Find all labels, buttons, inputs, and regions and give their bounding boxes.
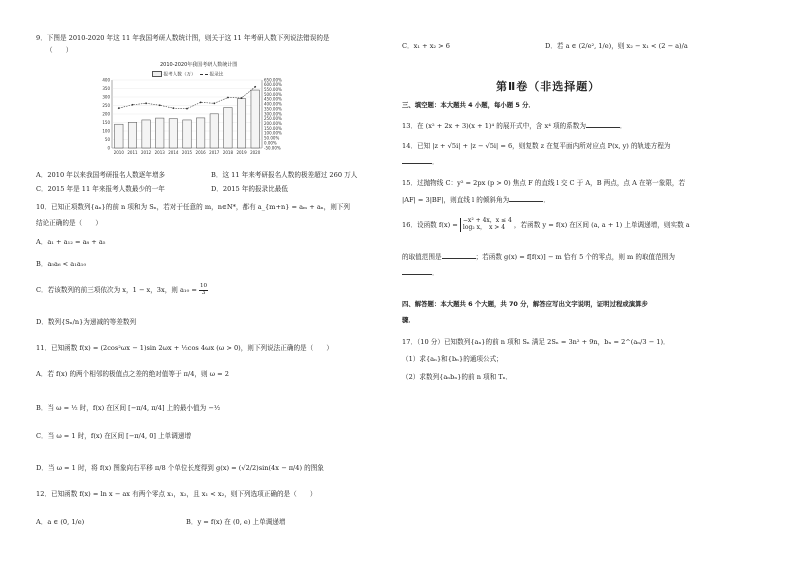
chart-bar bbox=[142, 120, 150, 148]
x-tick-label: 2019 bbox=[236, 150, 247, 155]
chart-line-point bbox=[159, 104, 161, 106]
chart-title: 2010-2020年我国考研人数统计图 bbox=[160, 62, 238, 68]
x-tick-label: 2013 bbox=[154, 150, 165, 155]
q12-opt-b: B．y = f(x) 在 (0, e) 上单调递增 bbox=[186, 518, 286, 526]
q16-piecewise bbox=[460, 218, 512, 232]
y-tick-label: 400 bbox=[102, 77, 110, 83]
q11-stem: 11．已知函数 f(x) = (2cos²ωx − 1)sin 2ωx + ½cos 4ωx (ω > 0)，则下列说法正确的是（ ） bbox=[36, 344, 334, 352]
q17-stem: 17．（10 分）已知数列{aₙ}的前 n 项和 Sₙ 满足 2Sₙ = 3n² + 9n，bₙ = 2^(aₙ/3 − 1)． bbox=[402, 338, 670, 346]
q10-opt-c-fraction bbox=[199, 284, 208, 296]
chart-bar bbox=[128, 122, 136, 148]
chart-line-point bbox=[118, 107, 120, 109]
x-tick-label: 2010 bbox=[113, 150, 124, 155]
y2-tick-label: 600.00% bbox=[264, 82, 282, 88]
chart-bar bbox=[169, 119, 177, 148]
chart-line-point bbox=[172, 107, 174, 109]
chart-bar bbox=[237, 99, 245, 148]
chart-line-point bbox=[145, 102, 147, 104]
q16-line3: ． bbox=[402, 268, 439, 277]
chart-bar bbox=[224, 108, 232, 148]
q10-opt-a: A．a₁ + a₁₂ = a₈ + a₅ bbox=[36, 238, 106, 246]
x-tick-label: 2012 bbox=[140, 150, 152, 155]
q16-suffix: ，若函数 y = f(x) 在区间 (a, a + 1) 上单调递增，则实数 a bbox=[513, 220, 690, 229]
y-tick-label: 300 bbox=[102, 94, 110, 100]
y2-tick-label: 250.00% bbox=[264, 116, 282, 122]
chart-line-point bbox=[227, 97, 229, 99]
y2-tick-label: -50.00% bbox=[264, 145, 281, 151]
q12-opt-c: C．x₁ + x₂ > 6 bbox=[402, 42, 450, 50]
x-tick-label: 2015 bbox=[181, 150, 193, 155]
q16-l2-post: ；若函数 g(x) = f[f(x)] − m 恰有 5 个的零点，则 m 的取值范围为 bbox=[475, 253, 675, 261]
q13: 13．在 (x² + 2x + 3)(x + 1)⁴ 的展开式中，含 x⁴ 项的系数为 ． bbox=[402, 122, 627, 130]
y2-tick-label: 150.00% bbox=[264, 125, 282, 131]
q9-opt-b: B．这 11 年来考研报名人数的极差超过 260 万人 bbox=[211, 171, 358, 179]
q10-stem2: 结论正确的是（ ） bbox=[36, 219, 102, 227]
y-tick-label: 250 bbox=[102, 102, 110, 108]
y-tick-label: 0 bbox=[107, 145, 110, 151]
q12-opt-d: D．若 a ∈ (2/e², 1/e)，则 x₂ − x₁ < (2 − a)/a bbox=[545, 42, 688, 50]
q14-blank-line: ． bbox=[402, 157, 439, 166]
chart-bar bbox=[210, 114, 218, 148]
q16-blank2 bbox=[402, 268, 432, 275]
x-tick-label: 2018 bbox=[222, 150, 234, 155]
x-tick-label: 2017 bbox=[209, 150, 220, 155]
q15-blank bbox=[509, 195, 543, 202]
q9-opt-a: A．2010 年以来我国考研报名人数逐年增多 bbox=[36, 171, 166, 179]
q10-stem: 10．已知正项数列{aₙ}的前 n 项和为 Sₙ，若对于任意的 m，n∈N*，都有 a_{m+n} = aₘ + aₙ，则下列 bbox=[36, 203, 350, 211]
q9-paren: （ ） bbox=[46, 46, 73, 54]
chart-bar bbox=[115, 124, 123, 148]
x-tick-label: 2020 bbox=[250, 150, 261, 155]
solve-heading-2: 骤． bbox=[402, 316, 415, 324]
q11-opt-c: C．当 ω = 1 时，f(x) 在区间 [−π/4, 0] 上单调递增 bbox=[36, 432, 192, 440]
q10-opt-c-text: C．若该数列的前三项依次为 x，1 − x，3x，则 a₁₀ = bbox=[36, 286, 197, 295]
left-column bbox=[36, 0, 388, 562]
y2-tick-label: 450.00% bbox=[264, 96, 282, 102]
y2-tick-label: 400.00% bbox=[264, 101, 282, 107]
q12-stem: 12．已知函数 f(x) = ln x − ax 有两个零点 x₁，x₂，且 x₁ < x₂，则下列选项正确的是（ ） bbox=[36, 490, 317, 498]
chart-line-point bbox=[254, 86, 256, 88]
q11-opt-b: B．当 ω = ½ 时，f(x) 在区间 [−π/4, π/4] 上的最小值为 −½ bbox=[36, 404, 221, 412]
chart-line-point bbox=[213, 102, 215, 104]
chart-line-point bbox=[186, 108, 188, 110]
q10-opt-c bbox=[36, 284, 208, 296]
q15-line1: 15．过抛物线 C：y² = 2px (p > 0) 焦点 F 的直线 l 交 C 于 A，B 两点，点 A 在第一象限，若 bbox=[402, 179, 686, 187]
right-column bbox=[402, 0, 762, 562]
x-tick-label: 2016 bbox=[195, 150, 206, 155]
y-tick-label: 150 bbox=[102, 119, 110, 125]
q16-case1: −x² + 4x，x ≤ 4 bbox=[462, 217, 512, 224]
y2-tick-label: 100.00% bbox=[264, 130, 282, 136]
q14 bbox=[402, 142, 671, 150]
q13-text: 13．在 (x² + 2x + 3)(x + 1)⁴ 的展开式中，含 x⁴ 项的系数为 bbox=[402, 122, 586, 130]
chart-bar bbox=[156, 118, 164, 148]
q10-opt-b: B．a₅a₆ < a₁a₁₀ bbox=[36, 260, 87, 268]
q16-prefix: 16．设函数 f(x) = bbox=[402, 220, 458, 229]
chart-bar bbox=[183, 120, 191, 148]
q16-l2-text: 的取值范围是 bbox=[402, 253, 442, 261]
q10-opt-d: D．数列{Sₙ/n}为递减的等差数列 bbox=[36, 318, 137, 326]
y-tick-label: 350 bbox=[102, 85, 110, 91]
chart-line-point bbox=[132, 104, 134, 106]
q16-line2 bbox=[402, 252, 675, 261]
fill-in-heading: 三、填空题：本大题共 4 小题，每小题 5 分． bbox=[402, 101, 535, 109]
y-tick-label: 200 bbox=[102, 111, 110, 117]
q9-opt-c: C．2015 年是 11 年来报考人数最少的一年 bbox=[36, 185, 165, 193]
chart-bar bbox=[196, 118, 204, 148]
y2-tick-label: 200.00% bbox=[264, 121, 282, 127]
chart-line-point bbox=[241, 97, 243, 99]
frac-num: 10 bbox=[199, 283, 208, 289]
y2-tick-label: 550.00% bbox=[264, 87, 282, 93]
q16-blank1 bbox=[442, 252, 476, 259]
q11-opt-a: A．若 f(x) 的两个相邻的极值点之差的绝对值等于 π/4，则 ω = 2 bbox=[36, 370, 229, 378]
q16-line1 bbox=[402, 218, 690, 232]
x-tick-label: 2011 bbox=[127, 150, 138, 155]
q17-part2: （2）求数列{aₙbₙ}的前 n 项和 Tₙ． bbox=[402, 373, 513, 381]
y2-tick-label: 50.00% bbox=[264, 135, 280, 141]
chart-bar bbox=[251, 90, 259, 148]
section-2-title: 第Ⅱ卷（非选择题） bbox=[496, 80, 601, 93]
y2-tick-label: 500.00% bbox=[264, 91, 282, 97]
solve-heading: 四、解答题：本大题共 6 个大题，共 70 分，解答应写出文字说明，证明过程或演算步 bbox=[402, 300, 648, 308]
q13-blank bbox=[586, 121, 620, 128]
y-tick-label: 50 bbox=[104, 136, 110, 142]
q14-blank bbox=[402, 157, 432, 164]
chart-line-point bbox=[200, 101, 202, 103]
q16-case2: log₂ x， x > 4 bbox=[462, 223, 506, 231]
q9-chart bbox=[94, 62, 294, 162]
x-tick-label: 2014 bbox=[168, 150, 179, 155]
q15-text: |AF| = 3|BF|，则直线 l 的倾斜角为 bbox=[402, 196, 510, 204]
q15-line2: |AF| = 3|BF|，则直线 l 的倾斜角为 ． bbox=[402, 196, 550, 204]
y-tick-label: 100 bbox=[102, 128, 110, 134]
q11-opt-d: D．当 ω = 1 时，将 f(x) 图象向右平移 π/8 个单位长度得到 g(x) = (√2/2)sin(4x − π/4) 的图象 bbox=[36, 464, 324, 472]
y2-tick-label: 350.00% bbox=[264, 106, 282, 112]
legend-series-line: 报录比 bbox=[209, 72, 224, 78]
y2-tick-label: 0.00% bbox=[264, 140, 277, 146]
q17-part1: （1）求{aₙ}和{bₙ}的通项公式； bbox=[402, 355, 503, 363]
q14-text: 14．已知 |z + √5i| + |z − √5i| = 6，则复数 z 在复平面内所对应点 P(x, y) 的轨迹方程为 bbox=[402, 142, 671, 150]
q9-opt-d: D．2015 年的报录比最低 bbox=[211, 185, 288, 193]
q9-stem bbox=[36, 34, 330, 42]
legend-series-bar: 报考人数（万） bbox=[163, 72, 196, 78]
q9-stem-text: 9．下图是 2010-2020 年这 11 年我国考研人数统计图，则关于这 11 年考研人数下列说法错误的是 bbox=[36, 34, 330, 42]
chart-svg bbox=[94, 62, 294, 162]
y2-tick-label: 650.00% bbox=[264, 77, 282, 83]
y2-tick-label: 300.00% bbox=[264, 111, 282, 117]
q12-opt-a: A．a ∈ (0, 1/e) bbox=[36, 518, 85, 526]
frac-den: 3 bbox=[201, 289, 206, 296]
